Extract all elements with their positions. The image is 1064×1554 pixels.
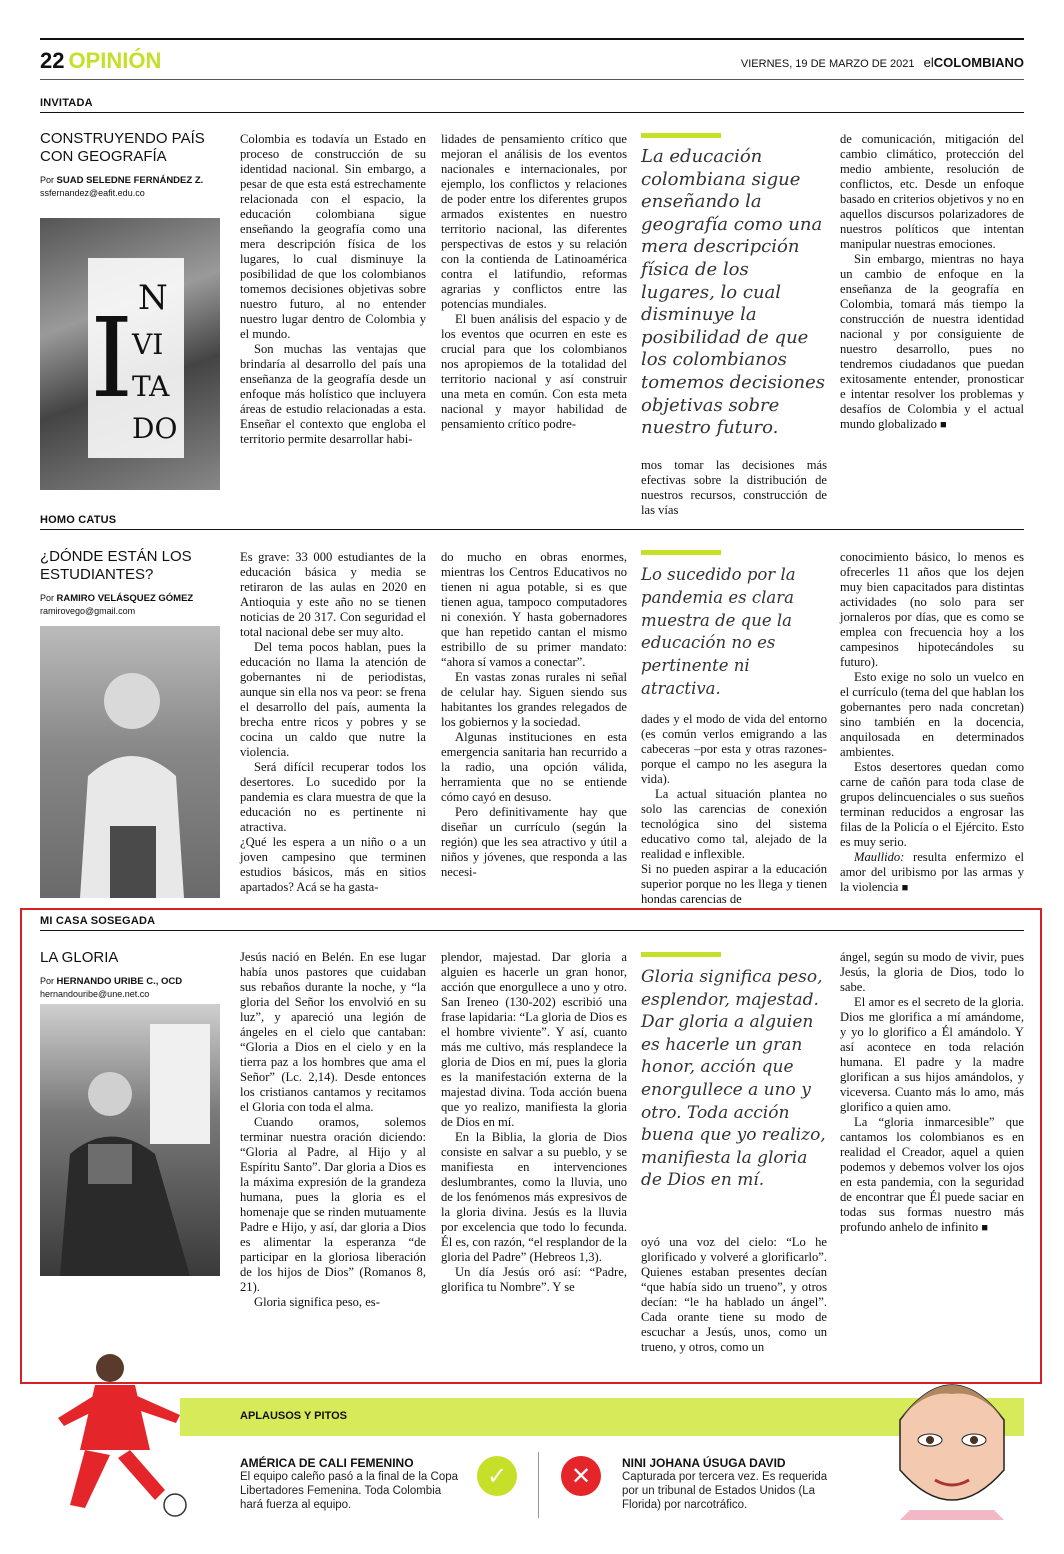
article-head-homo-catus [40, 548, 220, 617]
pito-text: Capturada por tercera vez. Es requerida por un tribunal de Estados Unidos (La Florida) por narcotráfico. [622, 1471, 828, 1511]
end-mark: ■ [940, 419, 947, 431]
page-number: 22 [40, 48, 65, 73]
article-column-3: oyó una voz del cielo: “Lo he glorificado y volveré a glorificarlo”. Quienes estaban presentes decían “que había sido un trueno”, y otros decían: “le ha hablado un ángel”. Cada orante tiene su modo de escuchar a Jesús, unos, como un trueno, y otros, como un [641, 1235, 827, 1354]
section-label-invitada: INVITADA [40, 97, 93, 109]
pito-item [622, 1456, 844, 1512]
article-column-1: Es grave: 33 000 estudiantes de la educación básica y media se retiraron de las aulas en 2020 en Antioquia y este año no se tienen noticias de 20 317. Con seguridad el total nacional debe ser muy alto. Del tema pocos hablan, pues la educación no llama la atención de gobernantes ni de periodistas, aunque sin ella nos va peor: se frena el desarrollo del país, aumenta la brecha entre ricos y pobres y se cocina un caldo que nutre la violencia. Será difícil recuperar todos los desertores. Lo sucedido por la pandemia es clara muestra de que la educación no es pertinente ni atractiva. ¿Qué les espera a un niño o a un joven campesino que terminen estudios básicos, más en sitios apartados? Acá se ha gasta- [240, 550, 426, 894]
header-rule [40, 79, 1024, 80]
invitado-badge-image [40, 218, 220, 490]
author-email: hernandouribe@une.net.co [40, 989, 150, 999]
pito-name: NINI JOHANA ÚSUGA DAVID [622, 1456, 786, 1470]
author-email: ssfernandez@eafit.edu.co [40, 188, 145, 198]
soccer-player-illustration [40, 1340, 200, 1520]
invitado-badge: I N VI TA DO [88, 258, 184, 458]
section-rule [40, 112, 1024, 113]
check-icon: ✓ [477, 1456, 517, 1496]
article-column-1: Colombia es todavía un Estado en proceso de construcción de su identidad nacional. Sin embargo, a pesar de que esta está estrechamente relacionada con el espacio, la educación colombiana sigue enseñando la geografía como una mera descripción física de los lugares, lo cual disminuye la posibilidad de que los colombianos tomemos decisiones objetivas sobre nuestro futuro, al no entender nuestro lugar dentro de Colombia y el mundo. Son muchas las ventajas que brindaría al desarrollo del país una enseñanza de la geografía desde un enfoque más holístico que incluyera áreas de estudio relacionadas a esta. Enseñar el contexto que engloba el territorio permite desarrollar habi- [240, 132, 426, 446]
article-title: LA GLORIA [40, 949, 119, 966]
author-email: ramirovego@gmail.com [40, 606, 136, 616]
end-mark: ■ [981, 1222, 988, 1234]
article-column-3: dades y el modo de vida del entorno (es común verlos emigrando a las cabeceras –por esta y otras razones- porque el campo no les asegura la vida). La actual situación plantea no solo las carencias de conexión tecnológica sino del sistema educativo como tal, alejado de la realidad e inflexible. Si no pueden aspirar a la educación superior porque no les llega y tienen hondas carencias de [641, 712, 827, 906]
article-column-2: plendor, majestad. Dar gloria a alguien es hacerle un gran honor, acción que enorgullece a uno y otro. San Ireneo (130-202) escribió una frase lapidaria: “La gloria de Dios es el hombre viviente”. Y así, cuanto más me cultivo, más resplandece la gloria de Dios en mí, pues la gloria es la manifestación externa de la majestad divina. Toda acción buena que yo realizo, manifiesta la gloria de Dios en mí. En la Biblia, la gloria de Dios consiste en salvar a su pueblo, y se manifiesta en intervenciones deslumbrantes, como la lluvia, uno de los fenómenos más expresivos de la gloria divina. Jesús es la lluvia por excelencia que todo lo fecunda. Él es, con razón, “el resplandor de la gloria del Padre” (Hebreos 1,3). Un día Jesús oró así: “Padre, glorifica tu Nombre”. Y se [441, 950, 627, 1294]
article-head-mi-casa-sosegada [40, 949, 220, 1000]
pullquote: La educación colombiana sigue enseñando la geografía como una mera descripción física de los lugares, lo cual disminuye la posibilidad de que los colombianos tomemos decisiones objetivas sobre nuestro futuro. [641, 146, 825, 439]
aplausos-label: APLAUSOS Y PITOS [240, 1410, 347, 1422]
article-column-2: lidades de pensamiento crítico que mejoran el análisis de los eventos nacionales e internacionales, por ejemplo, los conflictos y relaciones de poder entre los diferentes grupos armados existentes en nuestro territorio nacional, las diferentes perspectivas de estos y su relación con la contienda de Latinoamérica contra el latifundio, reformas agrarias y conflictos entre las potencias mundiales. El buen análisis del espacio y de los eventos que ocurren en este es crucial para que los colombianos nos apropiemos de la totalidad del territorio nacional y así construir una meta en común. Con esta meta nacional y mayor habilidad de pensamiento crítico podre- [441, 132, 627, 431]
article-column-3: mos tomar las decisiones más efectivas sobre la distribución de nuestros recursos, construcción de las vías [641, 458, 827, 517]
byline: Por SUAD SELEDNE FERNÁNDEZ Z. [40, 175, 204, 186]
article-column-4: ángel, según su modo de vivir, pues Jesús, la gloria de Dios, todo lo sabe. El amor es el secreto de la gloria. Dios me glorifica a mí amándome, y yo lo glorifico a Él amándolo. Y así acontece en toda relación humana. El padre y la madre glorifican a sus hijos amándolos, y viceversa. Cuanto más lo amo, más glorifico a quien amo. La “gloria inmarcesible” que cantamos los colombianos es en realidad el Creador, aquel a quien podemos y debemos volver los ojos en esta pandemia, con la seguridad de encontrar que Él puede saciar en todas sus formas nuestro más profundo anhelo de infinito ■ [840, 950, 1024, 1234]
page-header [40, 48, 161, 74]
section-name: OPINIÓN [68, 48, 162, 73]
brand-logo: elCOLOMBIANO [923, 55, 1024, 70]
section-rule [40, 930, 1024, 931]
aplauso-item [240, 1456, 462, 1512]
pullquote-bar [641, 550, 721, 555]
article-head-invitada [40, 130, 220, 199]
end-mark: ■ [901, 882, 909, 894]
section-rule [40, 529, 1024, 530]
dateline [741, 55, 1024, 70]
section-label-mi-casa-sosegada: MI CASA SOSEGADA [40, 915, 156, 927]
article-column-4: de comunicación, mitigación del cambio climático, protección del medio ambiente, resolución de conflictos, etc. Desde un enfoque basado en criterios objetivos y no en aquellos discursos polarizadores de nuestros políticos que intentan manipular nuestras emociones. Sin embargo, mientras no haya un cambio de enfoque en la enseñanza de la geografía en Colombia, tomará más tiempo la construcción de nuestra identidad nacional y por consiguiente de nuestro desarrollo, pues no tendremos ciudadanos que puedan exitosamente entender, pronosticar e intentar resolver los problemas y desafíos de Colombia y el actual mundo globalizado ■ [840, 132, 1024, 431]
issue-date: VIERNES, 19 DE MARZO DE 2021 [740, 58, 915, 70]
author-photo-silhouette [40, 626, 220, 898]
author-photo [40, 626, 220, 898]
author-photo-silhouette [40, 1004, 220, 1276]
byline: Por HERNANDO URIBE C., OCD [40, 976, 183, 987]
top-rule [40, 38, 1024, 40]
maullido-label: Maullido: [854, 850, 905, 864]
aplauso-text: El equipo caleño pasó a la final de la Copa Libertadores Femenina. Toda Colombia hará fuerza al equipo. [240, 1471, 459, 1511]
pullquote-bar [641, 133, 721, 138]
article-title: ¿DÓNDE ESTÁN LOS ESTUDIANTES? [40, 548, 192, 583]
aplauso-name: AMÉRICA DE CALI FEMENINO [240, 1456, 414, 1470]
section-label-homo-catus: HOMO CATUS [40, 514, 117, 526]
pullquote-bar [641, 952, 721, 957]
article-column-1: Jesús nació en Belén. En ese lugar había unos pastores que cuidaban sus rebaños durante la noche, y “la gloria del Señor los envolvió en su luz”, y apareció una legión de ángeles en el cielo que cantaban: “Gloria a Dios en el cielo y en la tierra paz a los hombres que ama el Señor” (Lc. 2,14). Desde entonces los cristianos cantamos y recitamos el Gloria con toda el alma. Cuando oramos, solemos terminar nuestra oración diciendo: “Gloria al Padre, al Hijo y al Espíritu Santo”. Dar gloria a Dios es la máxima expresión de la grandeza humana, pues la gloria es el homenaje que se rinden mutuamente Padre e Hijo, y así, dar gloria a Dios es alimentar la esperanza “de participar en la gloriosa liberación de los hijos de Dios” (Romanos 8, 21). Gloria significa peso, es- [240, 950, 426, 1309]
article-title: CONSTRUYENDO PAÍS CON GEOGRAFÍA [40, 130, 205, 165]
article-column-2: do mucho en obras enormes, mientras los Centros Educativos no tienen ni agua potable, si es que tienen agua, tampoco computadores ni conexión. Y hasta gobernadores que han repetido cantan el mismo estribillo de su primer mandato: “ahora sí vamos a conectar”. En vastas zonas rurales ni señal de celular hay. Siguen siendo sus habitantes los grandes relegados de los gobiernos y la sociedad. Algunas instituciones en esta emergencia sanitaria han recurrido a la radio, una opción válida, herramienta que no se entiende cómo cayó en desuso. Pero definitivamente hay que diseñar un currículo (según la región) que les sea atractivo y útil a niños y jóvenes, que responda a las necesi- [441, 550, 627, 879]
article-column-4: conocimiento básico, lo menos es ofrecerles 11 años que los dejen muy bien capacitados para distintas actividades (no solo para ser jornaleros por días, que es como se emplea con frecuencia hoy a los campesinos hipotecándoles su futuro). Esto exige no solo un vuelco en el currículo (tema del que hablan los gobernantes pero nada concretan) sino también en la docencia, anquilosada en determinados ambientes. Estos desertores quedan como carne de cañón para toda clase de grupos delincuenciales o sus sueños terminan reducidos a engrosar las filas de la Policía o el Ejército. Esto es muy serio. Maullido: resulta enfermizo el amor del uribismo por las armas y la violencia ■ [840, 550, 1024, 894]
pullquote: Gloria significa peso, esplendor, majestad. Dar gloria a alguien es hacerle un gran honor, acción que enorgullece a uno y otro. Toda acción buena que yo realizo, manifiesta la gloria de Dios en mí. [641, 967, 826, 1191]
author-photo [40, 1004, 220, 1276]
pullquote: Lo sucedido por la pandemia es clara muestra de que la educación no es pertinente ni atractiva. [641, 565, 796, 698]
byline: Por RAMIRO VELÁSQUEZ GÓMEZ [40, 593, 194, 604]
divider [538, 1452, 539, 1518]
caricature-portrait [880, 1360, 1024, 1520]
x-icon: ✕ [561, 1456, 601, 1496]
